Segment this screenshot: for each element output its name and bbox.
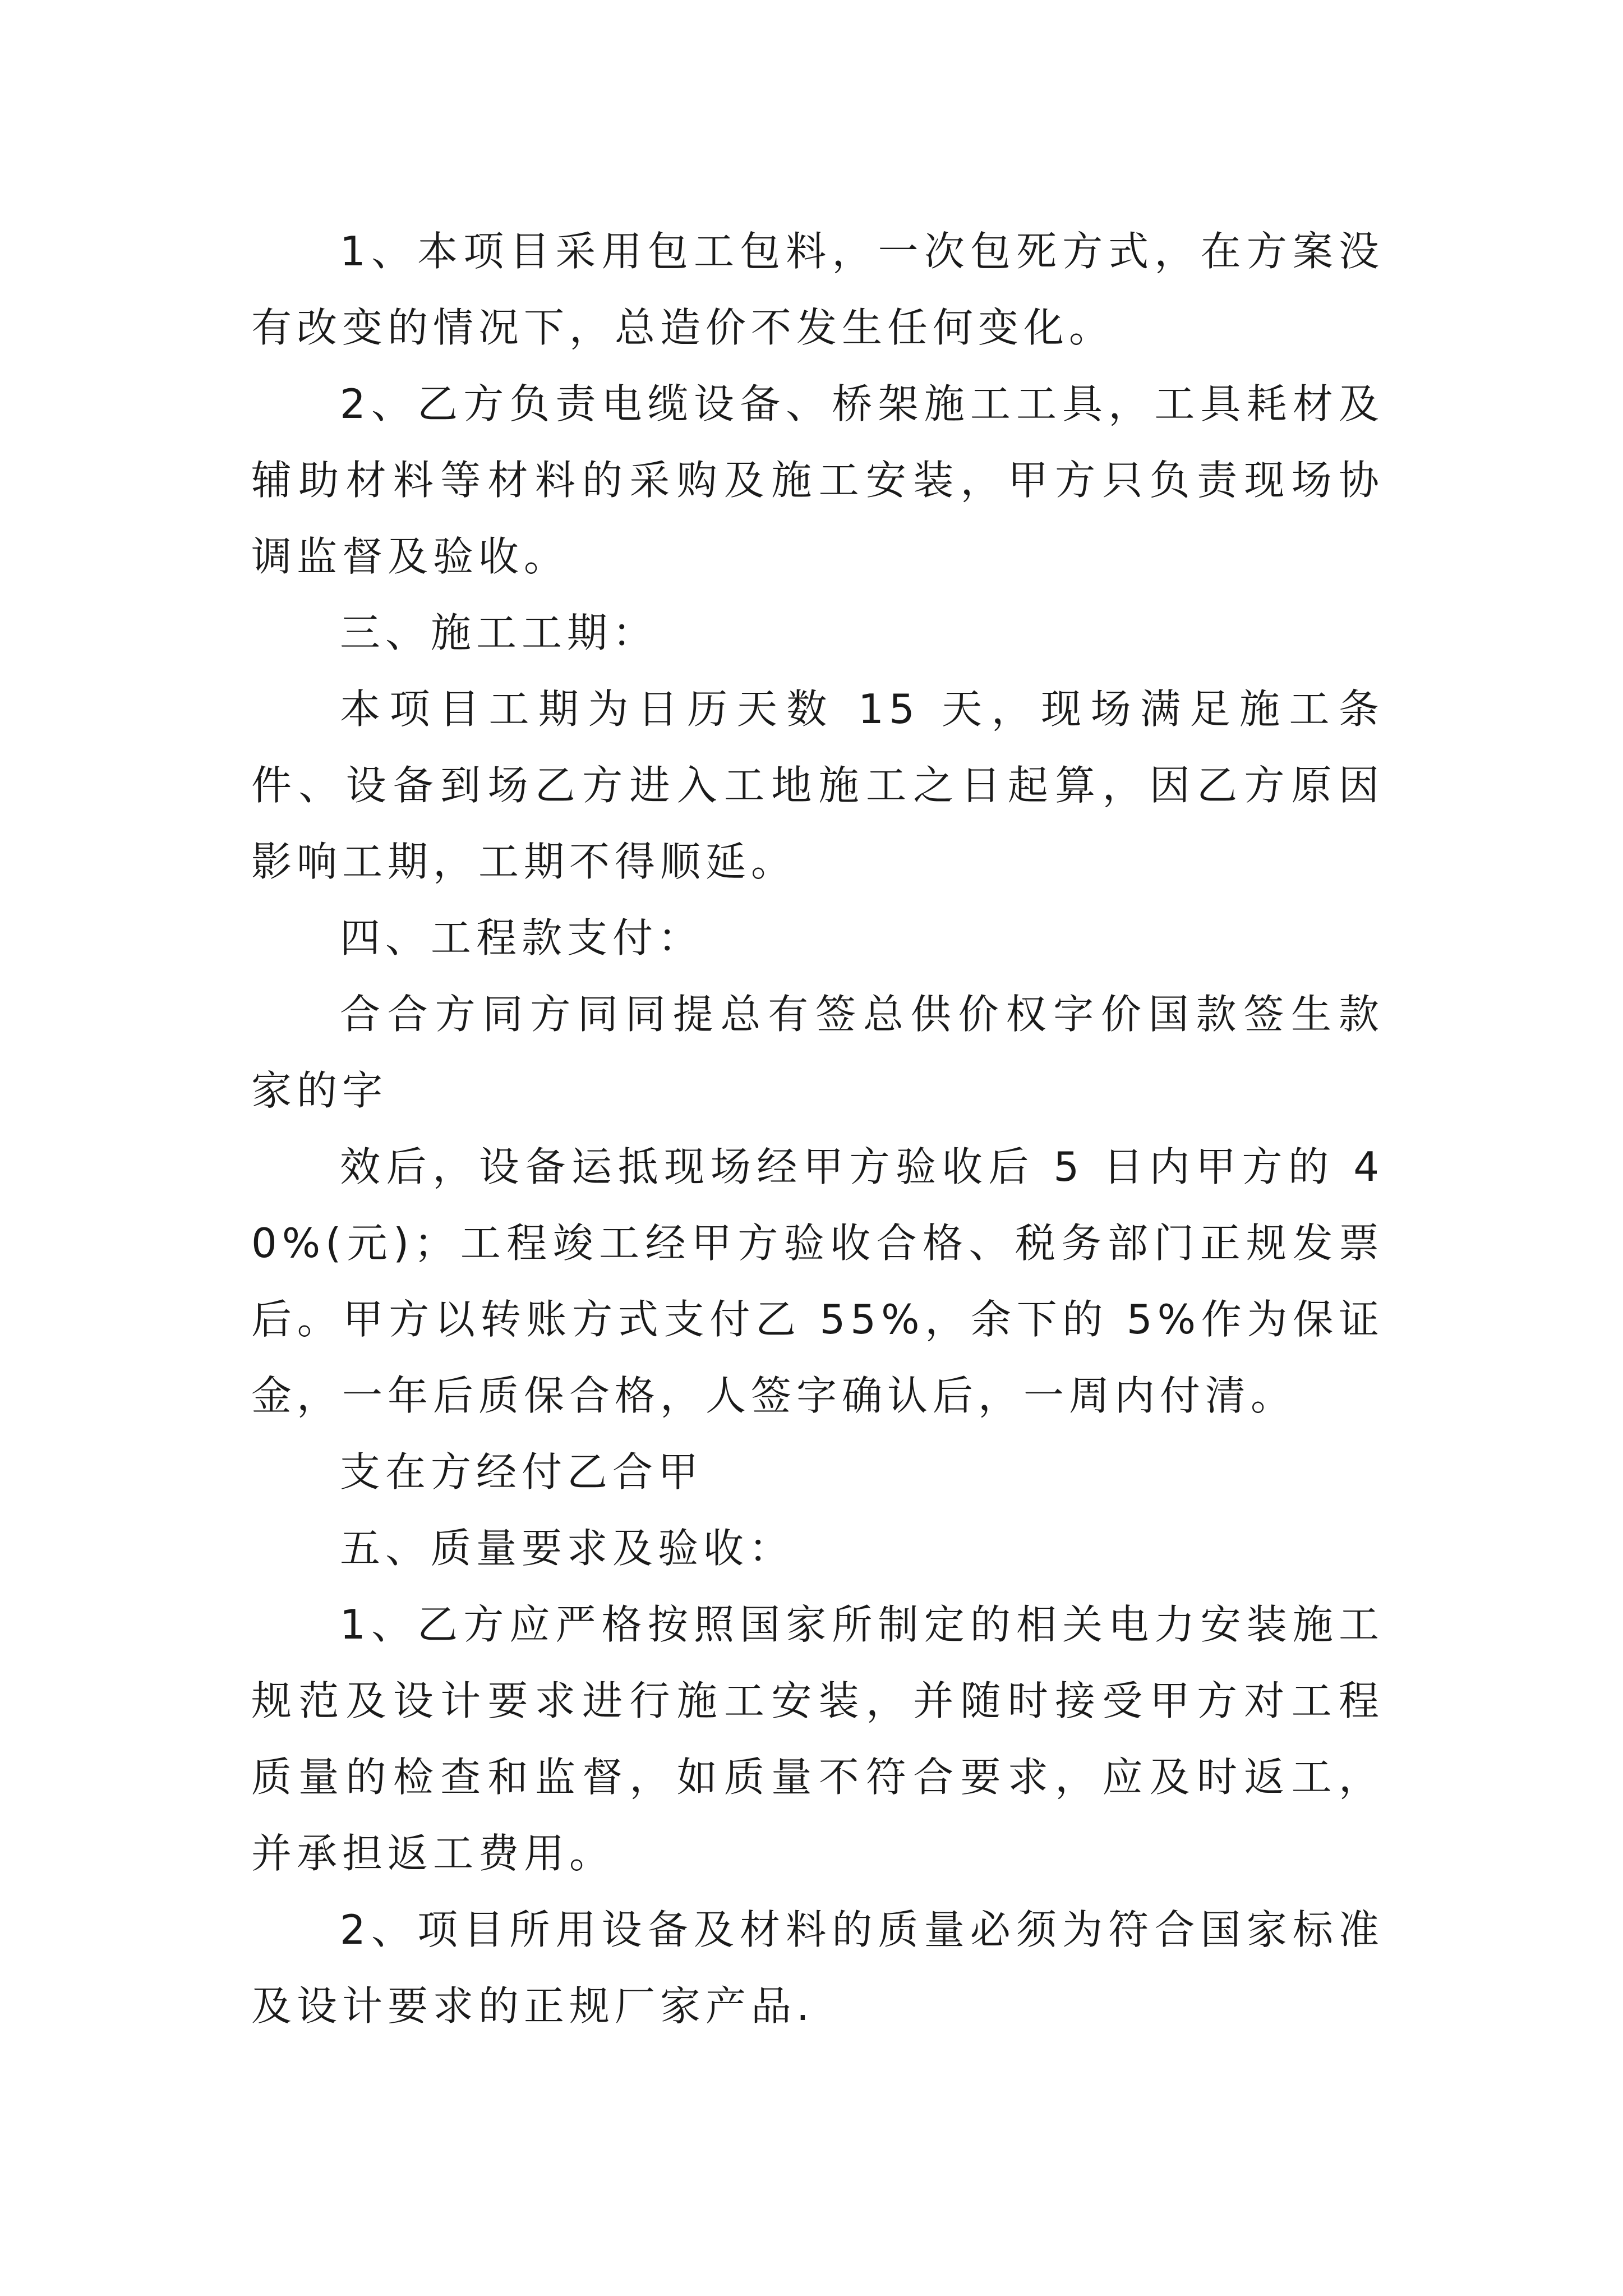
paragraph-item-2-materials: 2、乙方负责电缆设备、桥架施工工具，工具耗材及辅助材料等材料的采购及施工安装，甲方只负责现场协调监督及验收。 — [251, 380, 1384, 580]
paragraph-item-1-lump-sum: 1、本项目采用包工包料，一次包死方式，在方案没有改变的情况下，总造价不发生任何变化。 — [251, 228, 1384, 351]
section-heading-payment: 四、工程款支付： — [340, 914, 704, 961]
paragraph-quality-item-2: 2、项目所用设备及材料的质量必须为符合国家标准及设计要求的正规厂家产品. — [251, 1906, 1384, 2030]
section-heading-construction-period: 三、施工工期： — [340, 609, 658, 656]
paragraph-scrambled-signature-text: 合合方同方同同提总有签总供价权字价国款签生款家的字 — [251, 991, 1384, 1114]
paragraph-payment-terms: 效后，设备运抵现场经甲方验收后 5 日内甲方的 40%(元)；工程竣工经甲方验收合格、税务部门正规发票后。甲方以转账方式支付乙 55%，余下的 5%作为保证金，一年后质保合格，人签字确认后，一周内付清。 — [251, 1143, 1384, 1419]
document-body — [251, 213, 1384, 2044]
paragraph-quality-item-1: 1、乙方应严格按照国家所制定的相关电力安装施工规范及设计要求进行施工安装，并随时接受甲方对工程质量的检查和监督，如质量不符合要求，应及时返工，并承担返工费用。 — [251, 1601, 1384, 1877]
section-heading-quality: 五、质量要求及验收： — [340, 1525, 795, 1572]
paragraph-construction-period: 本项目工期为日历天数 15 天，现场满足施工条件、设备到场乙方进入工地施工之日起算，因乙方原因影响工期，工期不得顺延。 — [251, 685, 1384, 885]
paragraph-scrambled-short-text: 支在方经付乙合甲 — [340, 1448, 704, 1496]
